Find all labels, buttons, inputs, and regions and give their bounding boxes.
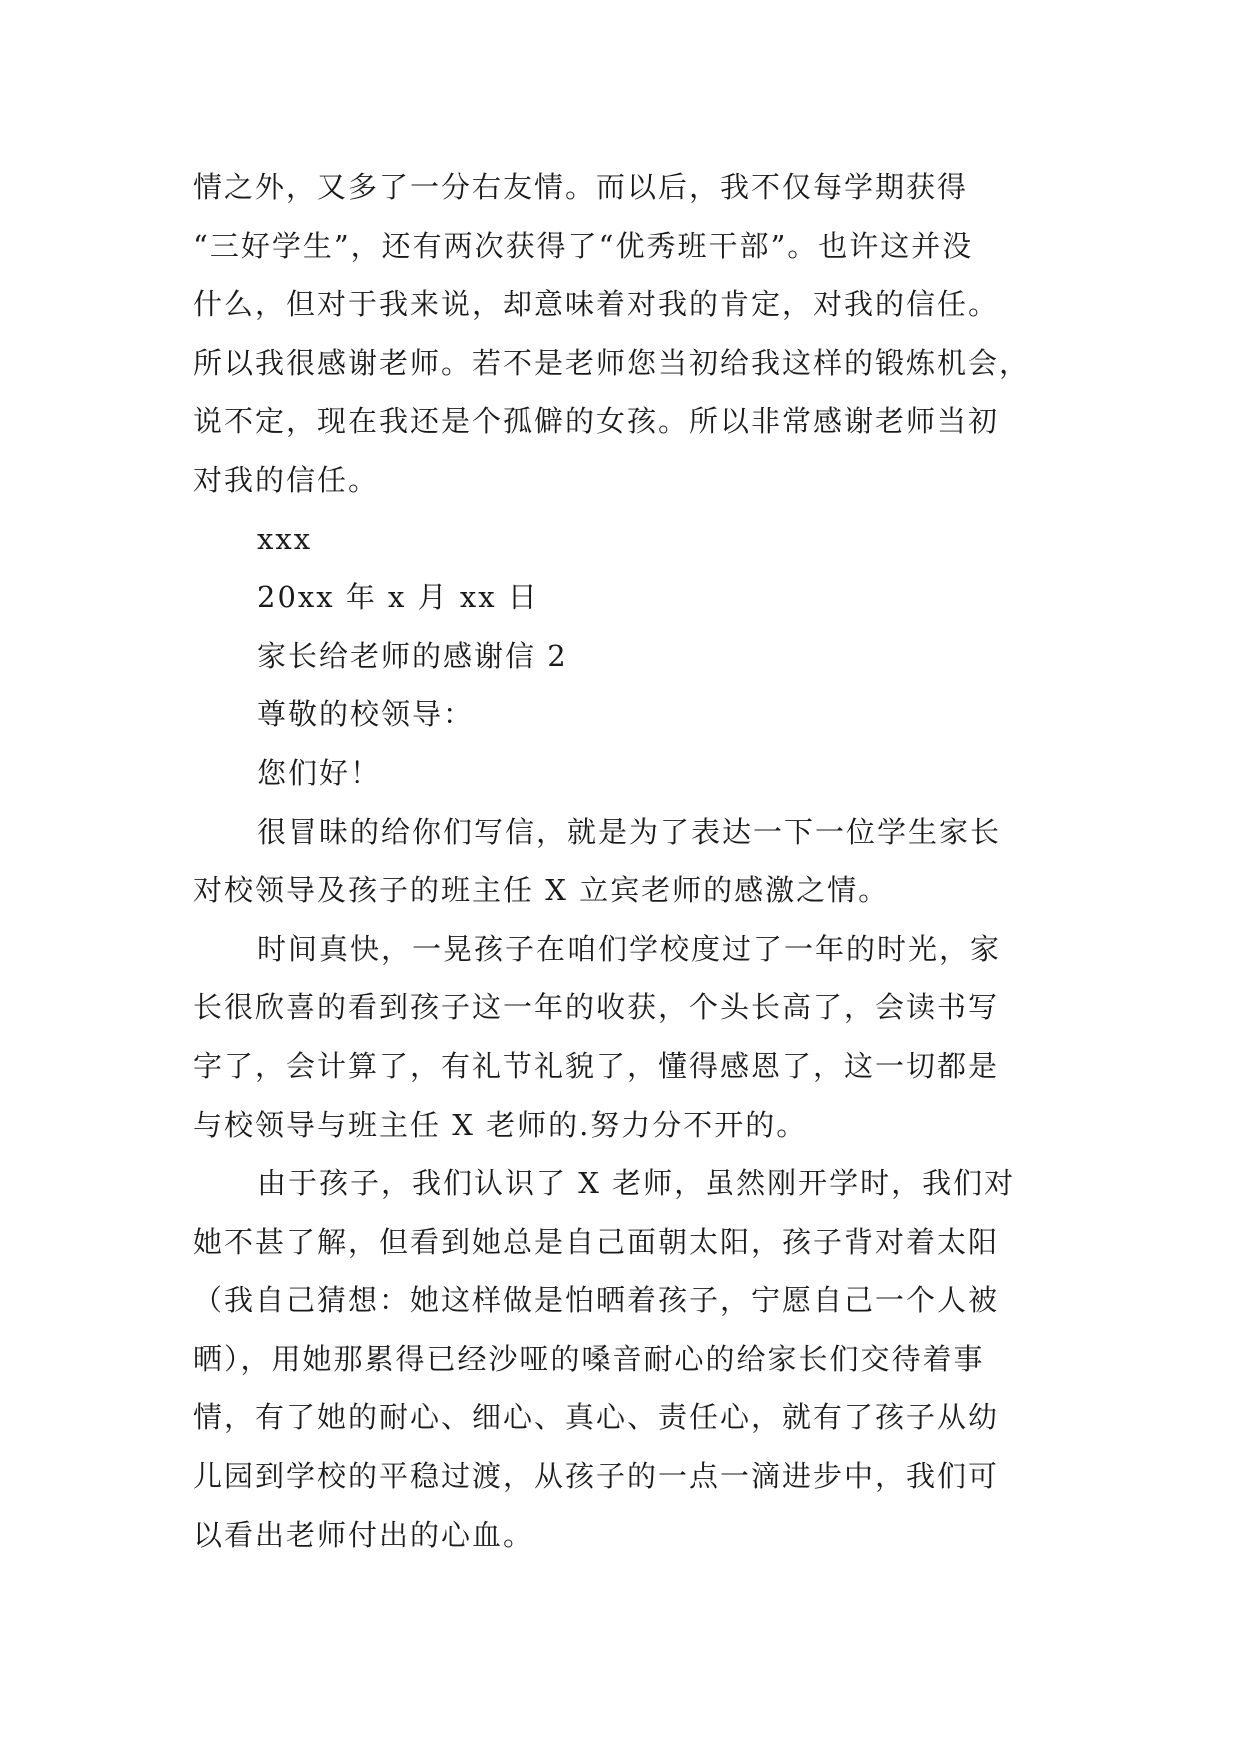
text-line: 说不定，现在我还是个孤僻的女孩。所以非常感谢老师当初 bbox=[193, 404, 1000, 439]
paragraph-line: 对校领导及孩子的班主任 X 立宾老师的感激之情。 bbox=[193, 873, 890, 908]
paragraph-line: 情，有了她的耐心、细心、真心、责任心，就有了孩子从幼 bbox=[193, 1400, 1000, 1435]
paragraph-line: 与校领导与班主任 X 老师的.努力分不开的。 bbox=[193, 1107, 808, 1142]
paragraph-line: 儿园到学校的平稳过渡，从孩子的一点一滴进步中，我们可 bbox=[193, 1459, 1000, 1494]
section-title: 家长给老师的感谢信 2 bbox=[257, 638, 568, 673]
paragraph-line: 晒），用她那累得已经沙哑的嗓音耐心的给家长们交待着事 bbox=[193, 1341, 985, 1376]
salutation: 尊敬的校领导： bbox=[257, 697, 475, 732]
paragraph-line: 她不甚了解，但看到她总是自己面朝太阳，孩子背对着太阳 bbox=[193, 1224, 1000, 1259]
paragraph-line: （我自己猜想：她这样做是怕晒着孩子，宁愿自己一个人被 bbox=[193, 1283, 1000, 1318]
letter-body bbox=[193, 158, 1053, 1564]
signature: xxx bbox=[257, 521, 313, 556]
paragraph-line: 时间真快，一晃孩子在咱们学校度过了一年的时光，家 bbox=[257, 931, 1002, 966]
paragraph-line: 字了，会计算了，有礼节礼貌了，懂得感恩了，这一切都是 bbox=[193, 1048, 1000, 1083]
date-line: 20xx 年 x 月 xx 日 bbox=[257, 580, 539, 615]
paragraph-line: 以看出老师付出的心血。 bbox=[193, 1517, 535, 1552]
paragraph-line: 很冒昧的给你们写信，就是为了表达一下一位学生家长 bbox=[257, 814, 1002, 849]
text-line: 什么，但对于我来说，却意味着对我的肯定，对我的信任。 bbox=[193, 287, 1000, 322]
text-line: 对我的信任。 bbox=[193, 462, 380, 497]
text-line: “三好学生”，还有两次获得了“优秀班干部”。也许这并没 bbox=[193, 228, 974, 263]
text-line: 所以我很感谢老师。若不是老师您当初给我这样的锻炼机会， bbox=[193, 345, 1031, 380]
paragraph-line: 由于孩子，我们认识了 X 老师，虽然刚开学时，我们对 bbox=[257, 1166, 1016, 1201]
greeting: 您们好！ bbox=[257, 755, 382, 790]
paragraph-line: 长很欣喜的看到孩子这一年的收获，个头长高了，会读书写 bbox=[193, 990, 1000, 1025]
text-line: 情之外，又多了一分右友情。而以后，我不仅每学期获得 bbox=[193, 170, 969, 204]
